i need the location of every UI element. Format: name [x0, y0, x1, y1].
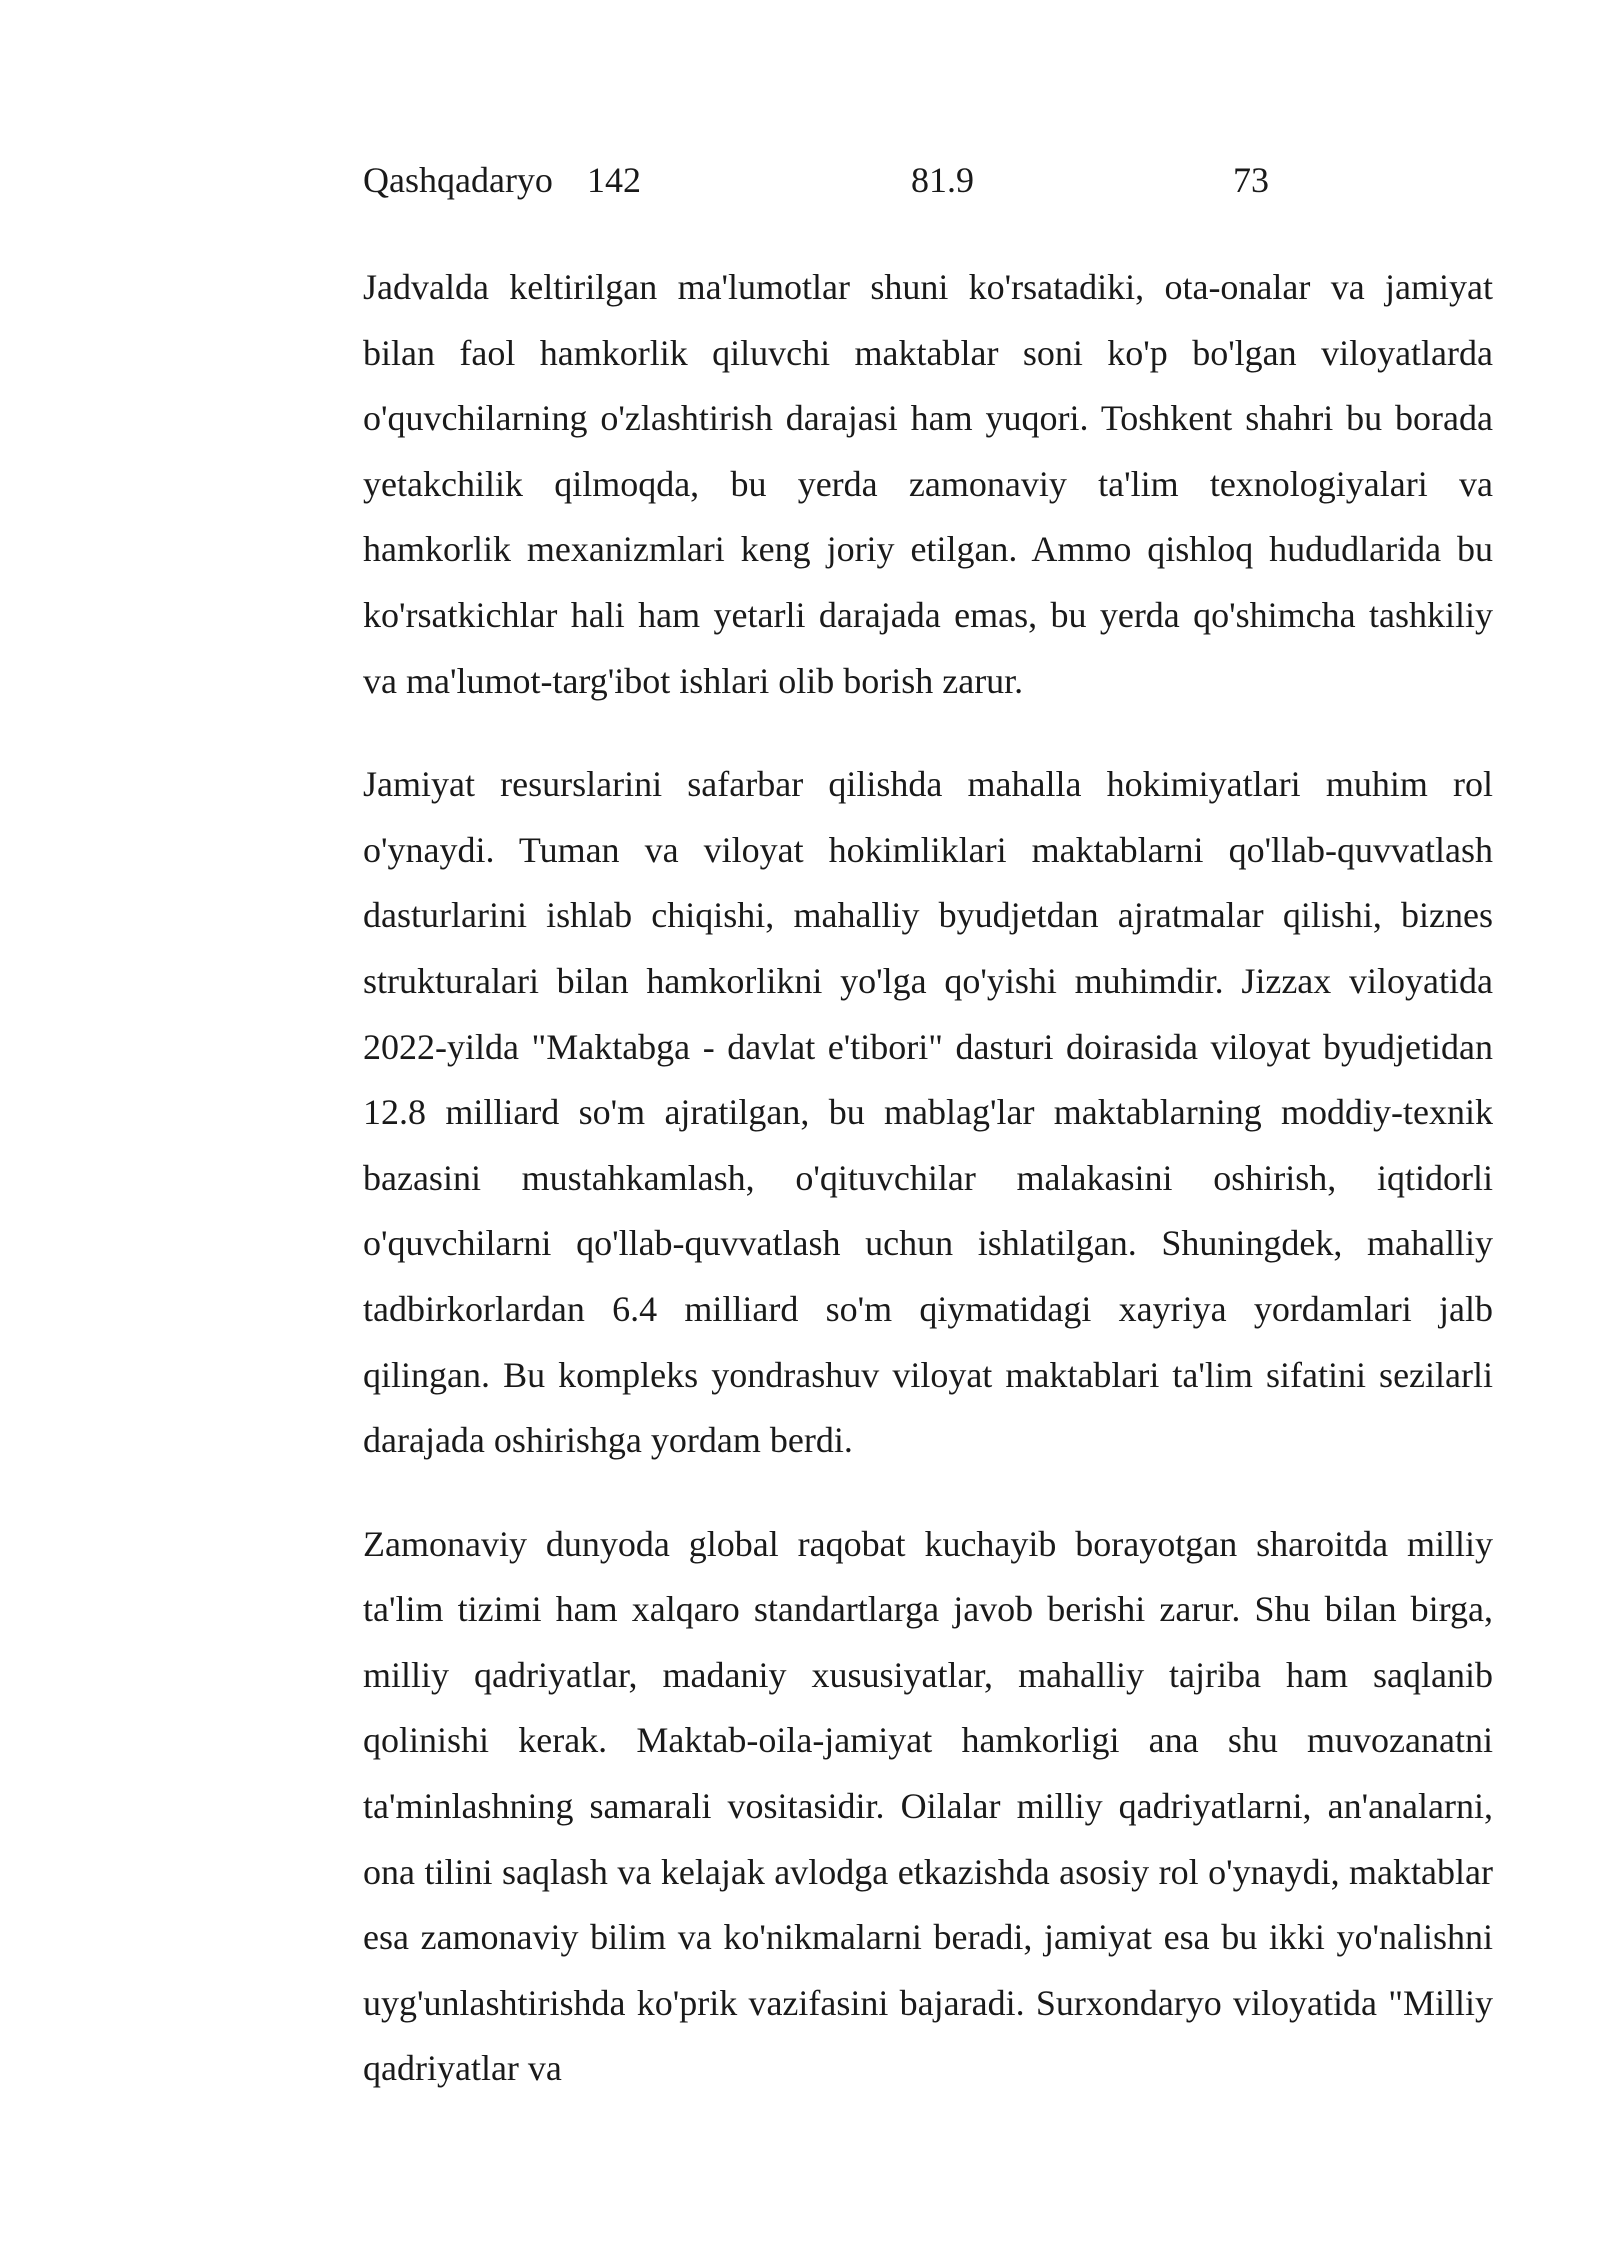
- table-cell-region: Qashqadaryo: [363, 160, 553, 200]
- paragraph-community-resources: Jamiyat resurslarini safarbar qilishda mahalla hokimiyatlari muhim rol o'ynaydi. Tuman va viloyat hokimliklari maktablarni qo'llab-quvvatlash dasturlarini ishlab chiqishi, mahalliy byudjetdan ajratmalar qilishi, biznes strukturalari bilan hamkorlikni yo'lga qo'yishi muhimdir. Jizzax viloyatida 2022-yilda "Maktabga - davlat e'tibori" dasturi doirasida viloyat byudjetidan 12.8 milliard so'm ajratilgan, bu mablag'lar maktablarning moddiy-texnik bazasini mustahkamlash, o'qituvchilar malakasini oshirish, iqtidorli o'quvchilarni qo'llab-quvvatlash uchun ishlatilgan. Shuningdek, mahalliy tadbirkorlardan 6.4 milliard so'm qiymatidagi xayriya yordamlari jalb qilingan. Bu kompleks yondrashuv viloyat maktablari ta'lim sifatini sezilarli darajada oshirishga yordam berdi.: [363, 764, 1493, 1461]
- paragraph-national-values: Zamonaviy dunyoda global raqobat kuchayib borayotgan sharoitda milliy ta'lim tizimi ham xalqaro standartlarga javob berishi zarur. Shu bilan birga, milliy qadriyatlar, madaniy xususiyatlar, mahalliy tajriba ham saqlanib qolinishi kerak. Maktab-oila-jamiyat hamkorligi ana shu muvozanatni ta'minlashning samarali vositasidir. Oilalar milliy qadriyatlarni, an'analarni, ona tilini saqlash va kelajak avlodga etkazishda asosiy rol o'ynaydi, maktablar esa zamonaviy bilim va ko'nikmalarni beradi, jamiyat esa bu ikki yo'nalishni uyg'unlashtirishda ko'prik vazifasini bajaradi. Surxondaryo viloyatida "Milliy qadriyatlar va: [363, 1523, 1493, 2089]
- table-cell-score: 73: [1233, 160, 1269, 200]
- table-row: [363, 155, 1493, 205]
- table-cell-percent: 81.9: [911, 160, 974, 200]
- table-cell-count: 142: [587, 160, 641, 200]
- body-text: [363, 255, 1493, 2140]
- paragraph-table-analysis: Jadvalda keltirilgan ma'lumotlar shuni ko'rsatadiki, ota-onalar va jamiyat bilan faol hamkorlik qiluvchi maktablar soni ko'p bo'lgan viloyatlarda o'quvchilarning o'zlashtirish darajasi ham yuqori. Toshkent shahri bu borada yetakchilik qilmoqda, bu yerda zamonaviy ta'lim texnologiyalari va hamkorlik mexanizmlari keng joriy etilgan. Ammo qishloq hududlarida bu ko'rsatkichlar hali ham yetarli darajada emas, bu yerda qo'shimcha tashkiliy va ma'lumot-targ'ibot ishlari olib borish zarur.: [363, 267, 1493, 701]
